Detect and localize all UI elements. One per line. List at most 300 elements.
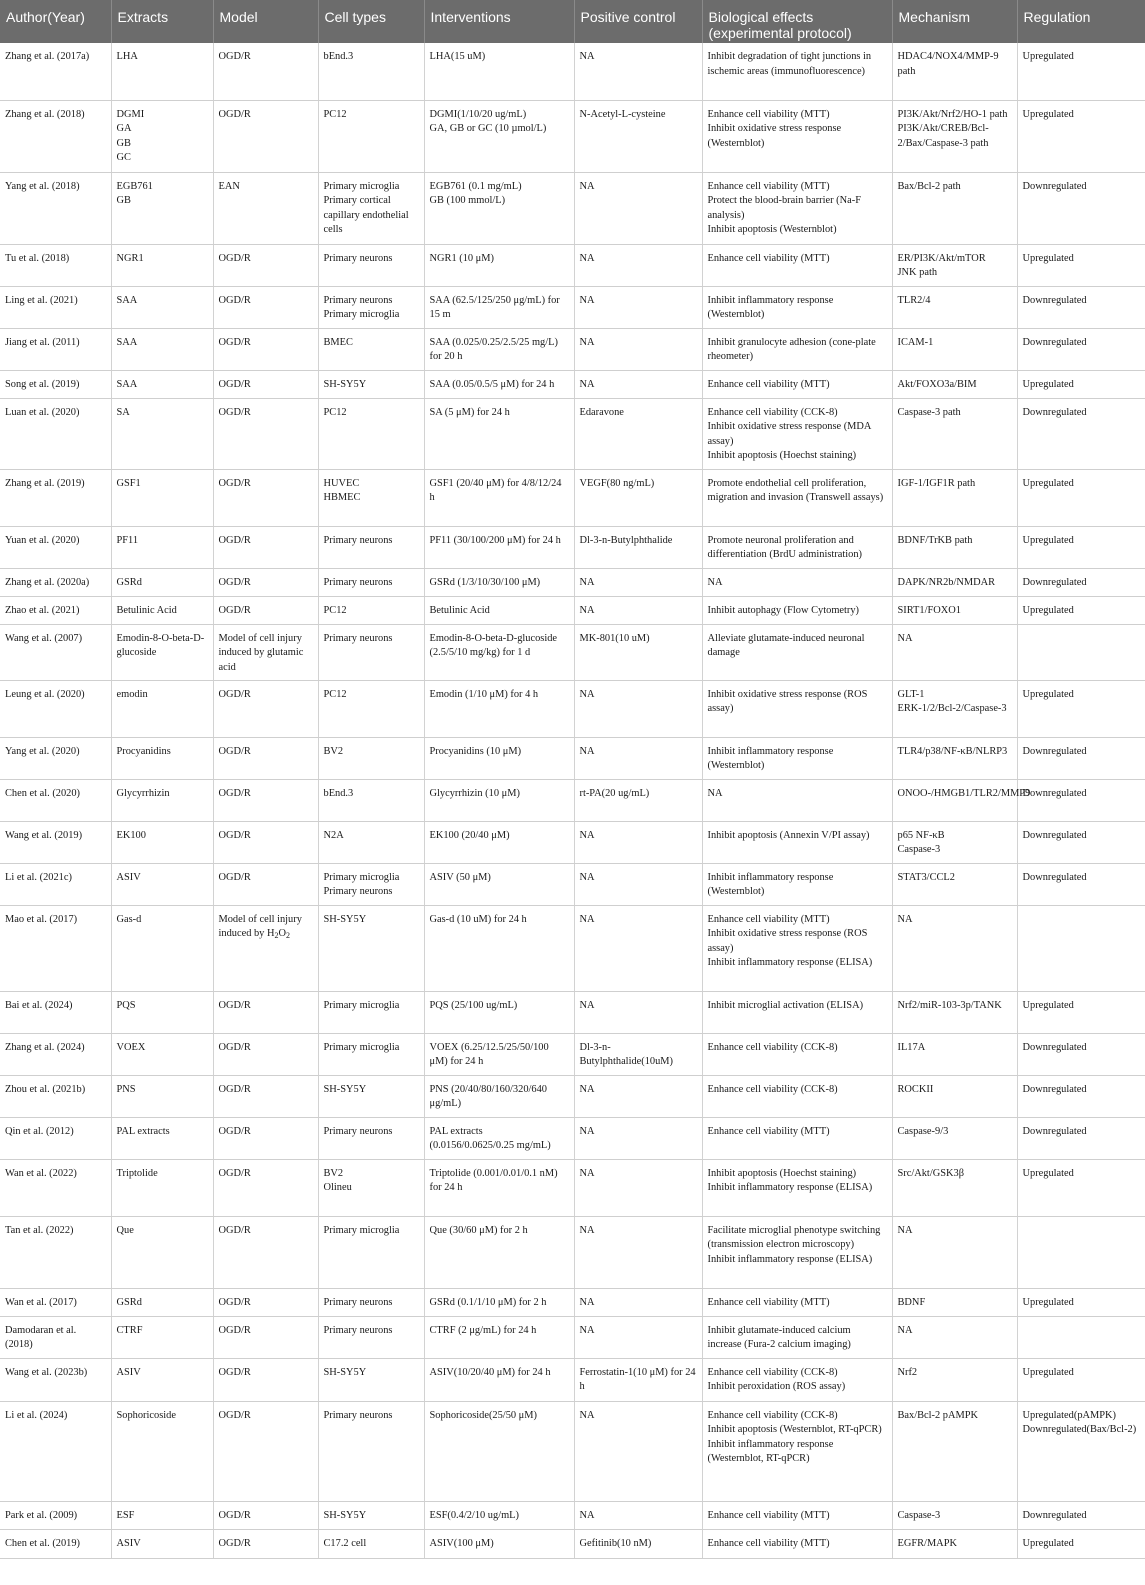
model-cell [213,1358,318,1401]
cell-text: ER/PI3K/Akt/mTOR JNK path [897,252,986,279]
biological-effects-cell [702,680,892,737]
cell-text: Inhibit inflammatory response (Westernblot) [707,871,834,898]
extracts-cell [111,370,213,398]
cell-text: Downregulated [1022,745,1087,757]
author-cell [0,596,111,624]
cell-text: Chen et al. (2019) [5,1537,81,1549]
cell-text: OGD/R [218,1296,251,1308]
cell-text: NA [897,1224,913,1236]
author-cell [0,244,111,286]
biological-effects-cell [702,1316,892,1358]
cell-text: NA [897,632,913,644]
column-header-author: Author(Year) [0,0,111,43]
model-cell [213,624,318,680]
positive-control-cell [574,286,702,328]
cell-text: SAA (62.5/125/250 μg/mL) for 15 m [429,294,560,321]
cell-types-cell [318,398,424,469]
interventions-cell [424,244,574,286]
biological-effects-cell [702,821,892,863]
cell-text: Inhibit apoptosis (Annexin V/PI assay) [707,829,870,841]
biological-effects-cell [702,1401,892,1501]
cell-text: GLT-1 ERK-1/2/Bcl-2/Caspase-3 [897,688,1007,715]
model-cell [213,1075,318,1117]
table-row [0,1529,1145,1558]
extracts-cell [111,172,213,244]
positive-control-cell [574,905,702,991]
cell-text: Primary neurons [323,1296,393,1308]
cell-text: Inhibit microglial activation (ELISA) [707,999,864,1011]
cell-text: Model of cell injury induced by glutamic acid [218,632,304,673]
cell-text: OGD/R [218,1324,251,1336]
cell-text: Emodin (1/10 μM) for 4 h [429,688,539,700]
biological-effects-cell [702,1501,892,1529]
positive-control-cell [574,328,702,370]
cell-text: PI3K/Akt/Nrf2/HO-1 path PI3K/Akt/CREB/Bcl-2/Bax/Caspase-3 path [897,108,1008,149]
cell-text [1023,625,1141,632]
cell-text: NA [579,1224,595,1236]
mechanism-cell [892,1501,1017,1529]
cell-text: Enhance cell viability (CCK-8) Inhibit oxidative stress response (MDA assay) Inhibit apoptosis (Hoechst staining) [707,406,871,462]
interventions-cell [424,1159,574,1216]
cell-text: bEnd.3 [323,787,354,799]
cell-text: Inhibit apoptosis (Hoechst staining) Inhibit inflammatory response (ELISA) [707,1167,873,1194]
cell-text: OGD/R [218,1409,251,1421]
cell-types-cell [318,905,424,991]
biological-effects-cell [702,172,892,244]
regulation-cell [1017,680,1145,737]
extracts-cell [111,905,213,991]
cell-text: EGFR/MAPK [897,1537,957,1549]
model-cell [213,905,318,991]
positive-control-cell [574,1075,702,1117]
mechanism-cell [892,43,1017,100]
cell-text: Gas-d (10 uM) for 24 h [429,913,527,925]
table-row [0,821,1145,863]
cell-text: Alleviate glutamate-induced neuronal damage [707,632,865,659]
biological-effects-cell [702,1216,892,1288]
cell-text: Primary neurons Primary microglia [323,294,400,321]
cell-text: Sophoricoside [116,1409,176,1421]
biological-effects-cell [702,991,892,1033]
cell-text: Primary neurons [323,1409,393,1421]
model-cell [213,1501,318,1529]
biological-effects-cell [702,244,892,286]
cell-text: NA [579,252,595,264]
cell-text: PC12 [323,604,347,616]
cell-text: Upregulated [1022,999,1074,1011]
regulation-cell [1017,1033,1145,1075]
cell-text: NA [897,1324,913,1336]
cell-text: VOEX [116,1041,146,1053]
extracts-cell [111,1316,213,1358]
regulation-cell [1017,100,1145,172]
cell-text: Primary microglia [323,999,400,1011]
cell-text: Wan et al. (2017) [5,1296,77,1308]
cell-text: OGD/R [218,1224,251,1236]
cell-text: Enhance cell viability (MTT) [707,252,830,264]
positive-control-cell [574,680,702,737]
cell-text: ASIV(10/20/40 μM) for 24 h [429,1366,551,1378]
cell-text: Downregulated [1022,1509,1087,1521]
cell-text: DGMI GA GB GC [116,108,145,164]
cell-text: Wang et al. (2007) [5,632,83,644]
cell-types-cell [318,244,424,286]
interventions-cell [424,1288,574,1316]
table-row [0,991,1145,1033]
model-cell [213,1216,318,1288]
cell-text: Gas-d [116,913,142,925]
cell-text: Zhang et al. (2020a) [5,576,90,588]
mechanism-cell [892,821,1017,863]
cell-text: Primary neurons [323,1125,393,1137]
cell-text: Downregulated [1022,406,1087,418]
cell-text: Primary microglia [323,1224,400,1236]
cell-text: LHA(15 uM) [429,51,486,62]
cell-types-cell [318,991,424,1033]
cell-types-cell [318,1358,424,1401]
positive-control-cell [574,1117,702,1159]
interventions-cell [424,1075,574,1117]
regulation-cell [1017,905,1145,991]
mechanism-cell [892,244,1017,286]
cell-text: Caspase-3 [897,1509,941,1521]
cell-text: Yang et al. (2020) [5,745,80,757]
cell-types-cell [318,1529,424,1558]
cell-text: SIRT1/FOXO1 [897,604,961,616]
biological-effects-cell [702,1033,892,1075]
cell-text: NA [579,999,595,1011]
interventions-cell [424,1401,574,1501]
positive-control-cell [574,1033,702,1075]
biological-effects-cell [702,779,892,821]
cell-text: EGB761 (0.1 mg/mL) GB (100 mmol/L) [429,180,522,207]
interventions-cell [424,1117,574,1159]
column-header-model: Model [213,0,318,43]
cell-text: Downregulated [1022,576,1087,588]
cell-text: OGD/R [218,871,251,883]
interventions-cell [424,398,574,469]
cell-text: SH-SY5Y [323,378,367,390]
cell-text: SAA [116,336,138,348]
cell-text: Primary microglia [323,1041,400,1053]
table-row [0,1316,1145,1358]
cell-text: Primary neurons [323,252,393,264]
regulation-cell [1017,779,1145,821]
cell-text: SAA [116,294,138,306]
cell-types-cell [318,1117,424,1159]
regulation-cell [1017,328,1145,370]
cell-types-cell [318,680,424,737]
author-cell [0,905,111,991]
cell-text: HDAC4/NOX4/MMP-9 path [897,51,999,77]
extracts-cell [111,680,213,737]
cell-text: OGD/R [218,477,251,489]
cell-text: Model of cell injury induced by H2O2 [218,913,302,941]
mechanism-cell [892,568,1017,596]
table-row [0,779,1145,821]
cell-text: NA [579,745,595,757]
regulation-cell [1017,821,1145,863]
positive-control-cell [574,991,702,1033]
interventions-cell [424,737,574,779]
cell-text: CTRF (2 μg/mL) for 24 h [429,1324,537,1336]
cell-types-cell [318,1401,424,1501]
positive-control-cell [574,1159,702,1216]
cell-text: Caspase-3 path [897,406,961,418]
cell-text: PAL extracts (0.0156/0.0625/0.25 mg/mL) [429,1125,551,1152]
interventions-cell [424,469,574,526]
positive-control-cell [574,1401,702,1501]
extracts-cell [111,1117,213,1159]
cell-text: Inhibit inflammatory response (Westernblot) [707,294,834,321]
mechanism-cell [892,1075,1017,1117]
cell-text: NGR1 [116,252,144,264]
author-cell [0,1358,111,1401]
model-cell [213,100,318,172]
cell-text: Downregulated [1022,1041,1087,1053]
cell-text: Inhibit autophagy (Flow Cytometry) [707,604,860,616]
table-row [0,172,1145,244]
cell-text: Enhance cell viability (CCK-8) Inhibit peroxidation (ROS assay) [707,1366,846,1393]
cell-text: Inhibit inflammatory response (Westernblot) [707,745,834,772]
cell-text: Que [116,1224,134,1236]
biological-effects-cell [702,286,892,328]
cell-types-cell [318,1075,424,1117]
model-cell [213,286,318,328]
cell-text: Downregulated [1022,871,1087,883]
model-cell [213,370,318,398]
cell-text: OGD/R [218,294,251,306]
table-row [0,1159,1145,1216]
cell-text: SA [116,406,130,418]
cell-text: Upregulated [1022,51,1074,62]
column-header-mechanism: Mechanism [892,0,1017,43]
regulation-cell [1017,863,1145,905]
extracts-cell [111,568,213,596]
cell-text: Upregulated [1022,1537,1074,1549]
cell-text: OGD/R [218,406,251,418]
model-cell [213,43,318,100]
extracts-cell [111,526,213,568]
cell-text: bEnd.3 [323,51,354,62]
author-cell [0,1075,111,1117]
author-cell [0,1033,111,1075]
interventions-cell [424,172,574,244]
cell-text: ASIV (50 μM) [429,871,491,883]
mechanism-cell [892,863,1017,905]
cell-text: Zhang et al. (2024) [5,1041,85,1053]
positive-control-cell [574,624,702,680]
interventions-cell [424,821,574,863]
biological-effects-cell [702,624,892,680]
cell-text: Luan et al. (2020) [5,406,80,418]
cell-text: PAL extracts [116,1125,170,1137]
cell-text: OGD/R [218,999,251,1011]
cell-text: Yuan et al. (2020) [5,534,80,546]
model-cell [213,526,318,568]
cell-text: SAA [116,378,138,390]
cell-text: PC12 [323,108,347,120]
cell-text: NA [579,1296,595,1308]
cell-text [1023,906,1141,913]
cell-text: NGR1 (10 μM) [429,252,494,264]
cell-text: Edaravone [579,406,624,418]
author-cell [0,624,111,680]
table-row [0,1358,1145,1401]
biological-effects-cell [702,43,892,100]
cell-text: PF11 (30/100/200 μM) for 24 h [429,534,561,546]
cell-text: Sophoricoside(25/50 μM) [429,1409,537,1421]
header-row [0,0,1145,43]
cell-text: Qin et al. (2012) [5,1125,74,1137]
column-header-positive-control: Positive control [574,0,702,43]
cell-text: Promote endothelial cell proliferation, migration and invasion (Transwell assays) [707,477,884,504]
positive-control-cell [574,596,702,624]
table-row [0,1216,1145,1288]
extracts-cell [111,1529,213,1558]
regulation-cell [1017,1288,1145,1316]
mechanism-cell [892,1401,1017,1501]
cell-text: SH-SY5Y [323,1366,367,1378]
cell-text: Downregulated [1022,787,1087,799]
cell-text: Wang et al. (2023b) [5,1366,88,1378]
model-cell [213,779,318,821]
model-cell [213,1316,318,1358]
cell-text: ASIV [116,871,141,883]
table-row [0,1033,1145,1075]
interventions-cell [424,863,574,905]
mechanism-cell [892,328,1017,370]
cell-text: NA [579,913,595,925]
cell-text: Ling et al. (2021) [5,294,78,306]
model-cell [213,1117,318,1159]
mechanism-cell [892,596,1017,624]
cell-text: BDNF [897,1296,926,1308]
extracts-cell [111,991,213,1033]
cell-text: Bax/Bcl-2 pAMPK [897,1409,979,1421]
cell-text: NA [579,576,595,588]
cell-text: DGMI(1/10/20 ug/mL) GA, GB or GC (10 µmol/L) [429,108,547,135]
cell-text: Betulinic Acid [116,604,177,616]
mechanism-cell [892,370,1017,398]
mechanism-cell [892,1033,1017,1075]
model-cell [213,172,318,244]
cell-text: ICAM-1 [897,336,934,348]
positive-control-cell [574,100,702,172]
cell-text: Inhibit glutamate-induced calcium increase (Fura-2 calcium imaging) [707,1324,851,1351]
cell-text: Primary microglia Primary neurons [323,871,400,898]
cell-text: Upregulated [1022,477,1074,489]
column-header-biological-effects: Biological effects (experimental protocol) [702,0,892,43]
cell-types-cell [318,1159,424,1216]
cell-text: NA [897,913,913,925]
author-cell [0,1501,111,1529]
model-cell [213,568,318,596]
mechanism-cell [892,905,1017,991]
cell-types-cell [318,779,424,821]
cell-types-cell [318,328,424,370]
cell-text: NA [579,871,595,883]
regulation-cell [1017,596,1145,624]
cell-types-cell [318,43,424,100]
positive-control-cell [574,1358,702,1401]
cell-text: Enhance cell viability (MTT) [707,1509,830,1521]
regulation-cell [1017,624,1145,680]
mechanism-cell [892,1288,1017,1316]
cell-text: GSRd (1/3/10/30/100 μM) [429,576,541,588]
cell-text: Primary neurons [323,1324,393,1336]
author-cell [0,398,111,469]
cell-text: Downregulated [1022,1125,1087,1137]
regulation-cell [1017,1401,1145,1501]
regulation-cell [1017,286,1145,328]
extracts-cell [111,469,213,526]
cell-text: DAPK/NR2b/NMDAR [897,576,996,588]
model-cell [213,680,318,737]
cell-text: Que (30/60 μM) for 2 h [429,1224,528,1236]
mechanism-cell [892,1117,1017,1159]
cell-text: OGD/R [218,1509,251,1521]
cell-text: Wang et al. (2019) [5,829,83,841]
table-row [0,1075,1145,1117]
cell-text: Downregulated [1022,294,1087,306]
biological-effects-cell [702,737,892,779]
cell-text: N-Acetyl-L-cysteine [579,108,666,120]
cell-text: EK100 [116,829,146,841]
interventions-cell [424,1033,574,1075]
cell-text: Jiang et al. (2011) [5,336,80,348]
cell-text: NA [579,336,595,348]
positive-control-cell [574,370,702,398]
cell-text: Zhang et al. (2018) [5,108,85,120]
positive-control-cell [574,43,702,100]
cell-text: BV2 Olineu [323,1167,352,1194]
author-cell [0,1288,111,1316]
model-cell [213,737,318,779]
cell-text: OGD/R [218,252,251,264]
cell-types-cell [318,1288,424,1316]
cell-text: Upregulated [1022,1296,1074,1308]
cell-text: TLR2/4 [897,294,931,306]
cell-text: Downregulated [1022,336,1087,348]
cell-text: OGD/R [218,745,251,757]
cell-types-cell [318,370,424,398]
cell-text: Zhao et al. (2021) [5,604,80,616]
mechanism-cell [892,1529,1017,1558]
interventions-cell [424,100,574,172]
cell-text: ONOO-/HMGB1/TLR2/MMP9 [897,787,1031,799]
regulation-cell [1017,1316,1145,1358]
cell-text: Tu et al. (2018) [5,252,70,264]
cell-text: OGD/R [218,829,251,841]
cell-text: rt-PA(20 ug/mL) [579,787,650,799]
cell-types-cell [318,1033,424,1075]
positive-control-cell [574,821,702,863]
cell-types-cell [318,596,424,624]
cell-text: Upregulated [1022,1167,1074,1179]
cell-text: PC12 [323,406,347,418]
cell-text: ESF(0.4/2/10 ug/mL) [429,1509,519,1521]
cell-text: Procyanidins [116,745,171,757]
author-cell [0,43,111,100]
cell-text: Primary neurons [323,534,393,546]
cell-text: Enhance cell viability (CCK-8) [707,1083,838,1095]
cell-text: ROCKII [897,1083,934,1095]
author-cell [0,991,111,1033]
extracts-cell [111,100,213,172]
table-row [0,398,1145,469]
cell-text: OGD/R [218,378,251,390]
